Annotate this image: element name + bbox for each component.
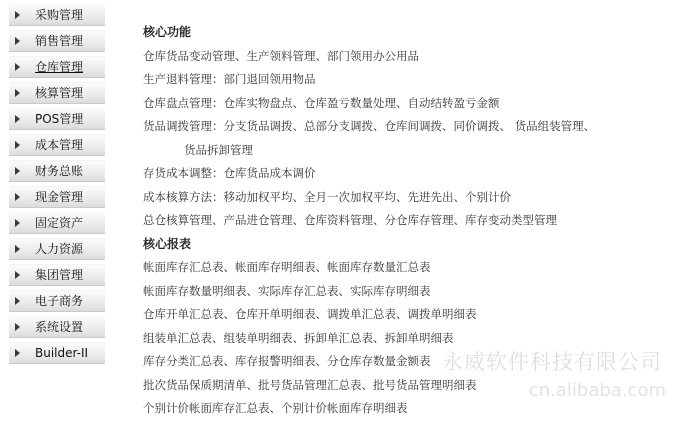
arrow-right-icon bbox=[15, 167, 20, 175]
sidebar-item-builder[interactable] bbox=[9, 342, 105, 364]
function-line: 生产退料管理：部门退回领用物品 bbox=[143, 72, 316, 86]
watermark-text: 永威软件科技有限公司 bbox=[442, 350, 662, 374]
sidebar-item-sales[interactable] bbox=[9, 30, 105, 52]
arrow-right-icon bbox=[15, 271, 20, 279]
sidebar-item-pos[interactable] bbox=[9, 108, 105, 130]
report-line: 帐面库存数量明细表、实际库存汇总表、实际库存明细表 bbox=[143, 283, 431, 298]
sidebar-item-group[interactable] bbox=[9, 264, 105, 286]
arrow-right-icon bbox=[15, 11, 20, 19]
core-reports-title: 核心报表 bbox=[143, 236, 192, 251]
function-line: 仓库货品变动管理、生产领料管理、部门领用办公用品 bbox=[143, 48, 419, 63]
sidebar-item-label: 集团管理 bbox=[35, 268, 84, 282]
arrow-right-icon bbox=[15, 141, 20, 149]
function-line: 总仓核算管理、产品进仓管理、仓库资料管理、分仓库存管理、库存变动类型管理 bbox=[143, 213, 557, 227]
arrow-right-icon bbox=[15, 297, 20, 305]
sidebar-item-label: 人力资源 bbox=[35, 242, 84, 256]
arrow-right-icon bbox=[15, 89, 20, 97]
function-line: 成本核算方法：移动加权平均、全月一次加权平均、先进先出、个别计价 bbox=[143, 189, 511, 204]
sidebar-item-label: 销售管理 bbox=[35, 34, 84, 48]
sidebar-item-label: 成本管理 bbox=[35, 138, 84, 152]
report-line: 批次货品保质期清单、批号货品管理汇总表、批号货品管理明细表 bbox=[143, 377, 477, 392]
report-line: 库存分类汇总表、库存报警明细表、分仓库存数量金额表 bbox=[143, 354, 431, 368]
sidebar-item-label: 采购管理 bbox=[35, 8, 84, 22]
sidebar-item-accounting[interactable] bbox=[9, 82, 105, 104]
sidebar-item-label: 仓库管理 bbox=[35, 60, 84, 74]
sidebar-item-label: 固定资产 bbox=[35, 216, 84, 230]
report-line: 组装单汇总表、组装单明细表、拆卸单汇总表、拆卸单明细表 bbox=[143, 330, 454, 345]
watermark-url: cn.alibaba.com bbox=[528, 380, 666, 401]
sidebar-item-label: 系统设置 bbox=[35, 320, 84, 334]
function-line: 存货成本调整：仓库货品成本调价 bbox=[143, 166, 316, 180]
sidebar-item-general-ledger[interactable] bbox=[9, 160, 105, 182]
sidebar-item-cost[interactable] bbox=[9, 134, 105, 156]
sidebar-item-label: 电子商务 bbox=[35, 294, 84, 308]
sidebar-item-label: 财务总账 bbox=[35, 164, 84, 178]
sidebar-item-label: Builder-II bbox=[35, 346, 89, 360]
report-line: 仓库开单汇总表、仓库开单明细表、调拨单汇总表、调拨单明细表 bbox=[143, 307, 477, 321]
sidebar-item-cash[interactable] bbox=[9, 186, 105, 208]
arrow-right-icon bbox=[15, 219, 20, 227]
arrow-right-icon bbox=[15, 63, 20, 71]
sidebar-item-fixed-assets[interactable] bbox=[9, 212, 105, 234]
sidebar-item-hr[interactable] bbox=[9, 238, 105, 260]
sidebar-item-purchasing[interactable] bbox=[9, 4, 105, 26]
sidebar-item-label: 核算管理 bbox=[35, 86, 84, 100]
sidebar-item-warehouse[interactable] bbox=[9, 56, 105, 78]
arrow-right-icon bbox=[15, 323, 20, 331]
sidebar-item-label: POS管理 bbox=[35, 112, 84, 126]
report-line: 帐面库存汇总表、帐面库存明细表、帐面库存数量汇总表 bbox=[143, 260, 431, 274]
arrow-right-icon bbox=[15, 115, 20, 123]
sidebar-item-settings[interactable] bbox=[9, 316, 105, 338]
function-line: 货品调拨管理：分支货品调拨、总部分支调拨、仓库间调拨、同价调拨、 货品组装管理、 bbox=[143, 119, 596, 133]
report-line: 个别计价帐面库存汇总表、个别计价帐面库存明细表 bbox=[143, 401, 408, 415]
core-functions-title: 核心功能 bbox=[143, 25, 192, 39]
function-line: 仓库盘点管理：仓库实物盘点、仓库盈亏数量处理、自动结转盈亏金额 bbox=[143, 95, 500, 110]
sidebar-item-ecommerce[interactable] bbox=[9, 290, 105, 312]
sidebar-item-label: 现金管理 bbox=[35, 190, 84, 204]
arrow-right-icon bbox=[15, 37, 20, 45]
arrow-right-icon bbox=[15, 245, 20, 253]
arrow-right-icon bbox=[15, 193, 20, 201]
arrow-right-icon bbox=[15, 349, 20, 357]
function-line: 货品拆卸管理 bbox=[184, 142, 253, 157]
sidebar-nav bbox=[9, 4, 105, 368]
main-content bbox=[143, 21, 673, 421]
